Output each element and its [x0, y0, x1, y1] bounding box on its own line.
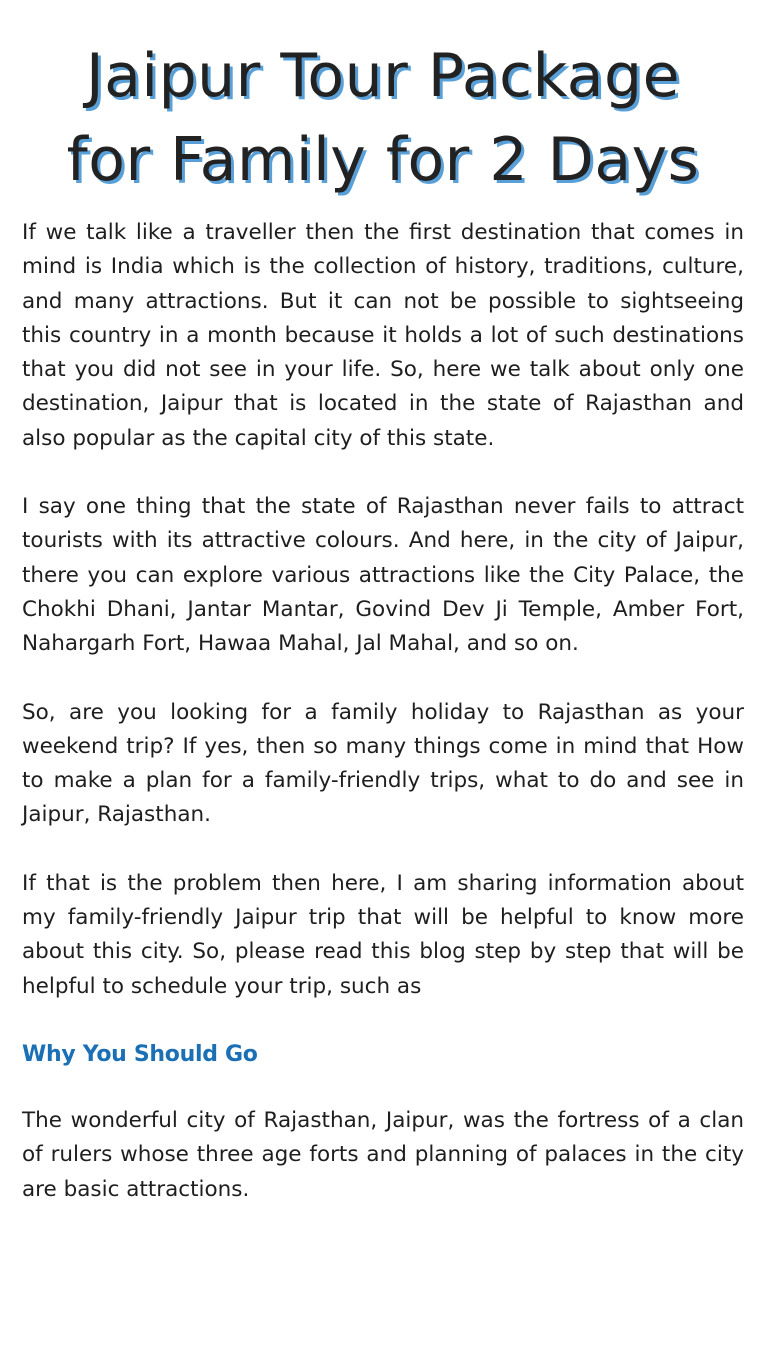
section-heading: Why You Should Go: [22, 1041, 258, 1067]
attractions-paragraph: I say one thing that the state of Rajasthan never fails to attract tourists with its attractive colours. And here, in the city of Jaipur, there you can explore various attractions like the City Palace, the Chokhi Dhani, Jantar Mantar, Govind Dev Ji Temple, Amber Fort, Nahargarh Fort, Hawaa Mahal, Jal Mahal, and so on.: [22, 494, 744, 657]
intro-paragraph: If we talk like a traveller then the first destination that comes in mind is India which is the collection of history, traditions, culture, and many attractions. But it can not be possible to sightseeing this country in a month because it holds a lot of such destinations that you did not see in your life. So, here we talk about only one destination, Jaipur that is located in the state of Rajasthan and also popular as the capital city of this state.: [22, 220, 744, 451]
article-body: [22, 216, 744, 1207]
sharing-info-paragraph: If that is the problem then here, I am sharing information about my family-friendly Jaipur trip that will be helpful to know more about this city. So, please read this blog step by step that will be helpful to schedule your trip, such as: [22, 870, 744, 999]
title-line-2: for Family for 2 Days: [66, 125, 700, 195]
section-paragraph: The wonderful city of Rajasthan, Jaipur, was the fortress of a clan of rulers whose three age forts and planning of palaces in the city are basic attractions.: [22, 1107, 744, 1202]
family-holiday-paragraph: So, are you looking for a family holiday to Rajasthan as your weekend trip? If yes, then so many things come in mind that How to make a plan for a family-friendly trips, what to do and see in Jaipur, Rajasthan.: [22, 699, 744, 828]
page-title: [22, 34, 744, 202]
title-line-1: Jaipur Tour Package: [85, 41, 681, 111]
